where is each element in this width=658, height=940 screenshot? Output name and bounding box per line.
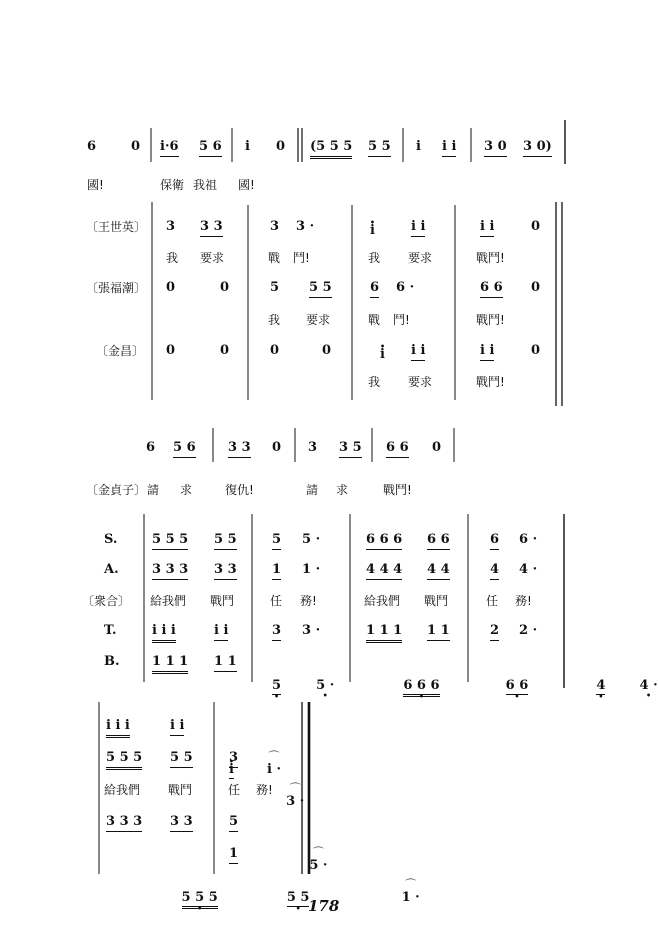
lyric: 請 [306, 483, 319, 497]
note-group: 1 1 [427, 623, 450, 641]
note: 0 [131, 139, 141, 154]
lyric: 戰鬥! [476, 375, 505, 389]
note-group: 6 6 [386, 440, 409, 458]
note: 0 [531, 219, 541, 234]
note-group: 4 4 [427, 562, 450, 580]
lyric: 我 [268, 313, 281, 327]
note-group: i i [411, 219, 425, 237]
lyric: 務! [300, 594, 317, 608]
lyric: 任 [270, 594, 283, 608]
note-group: 3 5 [339, 440, 362, 458]
note-group: 5 5 5 [106, 750, 142, 770]
lyric: 國! [238, 178, 255, 192]
note: $_{4 \cdot}$ • [640, 678, 658, 693]
note-group: 5 6 [173, 440, 196, 458]
note-group: 6 [370, 280, 379, 298]
lyric: 鬥! [393, 313, 410, 327]
note: 5 · [302, 532, 321, 547]
voice-label: T. [104, 623, 117, 638]
note-group: 3 0 [484, 139, 507, 157]
lyric: 戰 [368, 313, 381, 327]
note-group: 3 3 [228, 440, 251, 458]
note: $_5$ • [272, 678, 281, 695]
note-group: 3 3 3 [106, 814, 142, 832]
note: 5 [229, 814, 238, 832]
voice-label: 〔衆合〕 [82, 594, 131, 608]
note-group: 6 6 [427, 532, 450, 550]
lyric: 務! [256, 783, 273, 797]
note-group: 3 3 [214, 562, 237, 580]
lyric: 戰鬥 [424, 594, 449, 608]
note: 6 [490, 532, 499, 550]
note: 0 [322, 343, 332, 358]
note: 3 · [296, 219, 315, 234]
note-group: i i i [152, 623, 176, 643]
note: 4 [490, 562, 499, 580]
lyric: 我 [166, 251, 179, 265]
note: 3 [270, 219, 280, 234]
note-group: i i [480, 219, 494, 237]
lyric: 要求 [408, 375, 433, 389]
note: 3 [272, 623, 281, 641]
note: 1 · [302, 562, 321, 577]
lyric: 戰鬥! [476, 313, 505, 327]
note-group: $_{5 5 5}$ • [182, 890, 218, 909]
note-group: $_{6 6}$ • [506, 678, 529, 695]
lyric: 鬥! [293, 251, 310, 265]
note: 2 · [519, 623, 538, 638]
note-group: i i [214, 623, 228, 641]
note: 0 [276, 139, 286, 154]
note-group: (5 5 5 [310, 139, 352, 159]
note-group: i i [480, 343, 494, 361]
note-group: 5 5 [214, 532, 237, 550]
lyric: 要求 [408, 251, 433, 265]
note: 6 · [396, 280, 415, 295]
note-group: 5 5 5 [152, 532, 188, 550]
singer-name: 〔王世英〕 [86, 220, 147, 234]
note-group: 3 3 3 [152, 562, 188, 580]
lyric: 我 [368, 375, 381, 389]
note-group: i i [442, 139, 456, 157]
lyric: 國! [87, 178, 104, 192]
lyric: 任 [486, 594, 499, 608]
voice-label: A. [104, 562, 119, 577]
lyric: 我 [368, 251, 381, 265]
note: 3 [166, 219, 176, 234]
note: 0 [166, 280, 176, 295]
lyric: 戰鬥 [168, 783, 193, 797]
lyric: 務! [515, 594, 532, 608]
note: 0 [432, 440, 442, 455]
note: 2 [490, 623, 499, 641]
note: $_4$ • [596, 678, 605, 695]
lyric: 要求 [200, 251, 225, 265]
note: 3 · [302, 623, 321, 638]
note: 0 [220, 280, 230, 295]
note: 6 [87, 139, 97, 154]
note: 6 · [519, 532, 538, 547]
note: 0 [270, 343, 280, 358]
note: 1 [229, 846, 238, 864]
lyric: 給我們 [364, 594, 401, 608]
note: 5 [272, 532, 281, 550]
lyric: 復仇! [225, 483, 254, 497]
note-group: i·6 [160, 139, 179, 157]
lyric: 求 [336, 483, 349, 497]
note-group: 5 5 [309, 280, 332, 298]
note-fermata: ⌒ $_{5 \cdot}$ [309, 858, 327, 873]
note-fermata: ⌒ $_{1 \cdot}$ [402, 890, 420, 905]
note: $_{5 \cdot}$ • [316, 678, 334, 693]
lyric: 請 [147, 483, 160, 497]
note-group: i i i [106, 718, 130, 738]
note: i [416, 139, 421, 154]
note: 0 [531, 343, 541, 358]
note-group: i i [411, 343, 425, 361]
singer-name: 〔金昌〕 [96, 344, 145, 358]
note-group: $_{5 5}$ • [287, 890, 310, 907]
note-group: 3 3 [170, 814, 193, 832]
singer-name: 〔張福潮〕 [86, 281, 147, 295]
note: 5 [270, 280, 280, 295]
lyric: 給我們 [150, 594, 187, 608]
note-group: 4 4 4 [366, 562, 402, 580]
note-group: 5 5 [368, 139, 391, 157]
lyric: 戰 [268, 251, 281, 265]
note: 6 [146, 440, 156, 455]
note: 1 [272, 562, 281, 580]
note-fermata: ⌒ $_{i \cdot}$ [267, 762, 281, 777]
note: 3 [308, 440, 318, 455]
note-group: 6 6 6 [366, 532, 402, 550]
lyric: 我祖 [193, 178, 218, 192]
note-group: 1 1 1 [366, 623, 402, 643]
note: 0 [220, 343, 230, 358]
lyric: 保衛 [160, 178, 185, 192]
lyric: 給我們 [104, 783, 141, 797]
lyric: 任 [228, 783, 241, 797]
note: i [245, 139, 250, 154]
note: 0 [272, 440, 282, 455]
note-group: 6 6 [480, 280, 503, 298]
page-number: 178 [308, 897, 340, 915]
note: 4 · [519, 562, 538, 577]
lyric: 求 [180, 483, 193, 497]
note: • $_i$ [370, 223, 375, 238]
voice-label: B. [104, 654, 120, 669]
note-group: 3 3 [200, 219, 223, 237]
note-group: i i [170, 718, 184, 736]
note: • $_i$ [229, 762, 234, 779]
lyric: 戰鬥! [476, 251, 505, 265]
singer-name: 〔金貞子〕 [86, 483, 147, 497]
note-group: 5 6 [199, 139, 222, 157]
note-group: 5 5 [170, 750, 193, 768]
note-group: 3 0) [523, 139, 552, 157]
note-group: $_{6 6 6}$ • [403, 678, 439, 697]
note: 0 [531, 280, 541, 295]
note-group: 1 1 1 [152, 654, 188, 674]
lyric: 要求 [306, 313, 331, 327]
note: 0 [166, 343, 176, 358]
note-fermata: ⌒ $_{3 \cdot}$ [286, 794, 304, 809]
lyric: 戰鬥 [210, 594, 235, 608]
voice-label: S. [104, 532, 118, 547]
lyric: 戰鬥! [383, 483, 412, 497]
note: 3 [229, 750, 238, 768]
note-group: 1 1 [214, 654, 237, 672]
note: • $_i$ [380, 347, 385, 362]
